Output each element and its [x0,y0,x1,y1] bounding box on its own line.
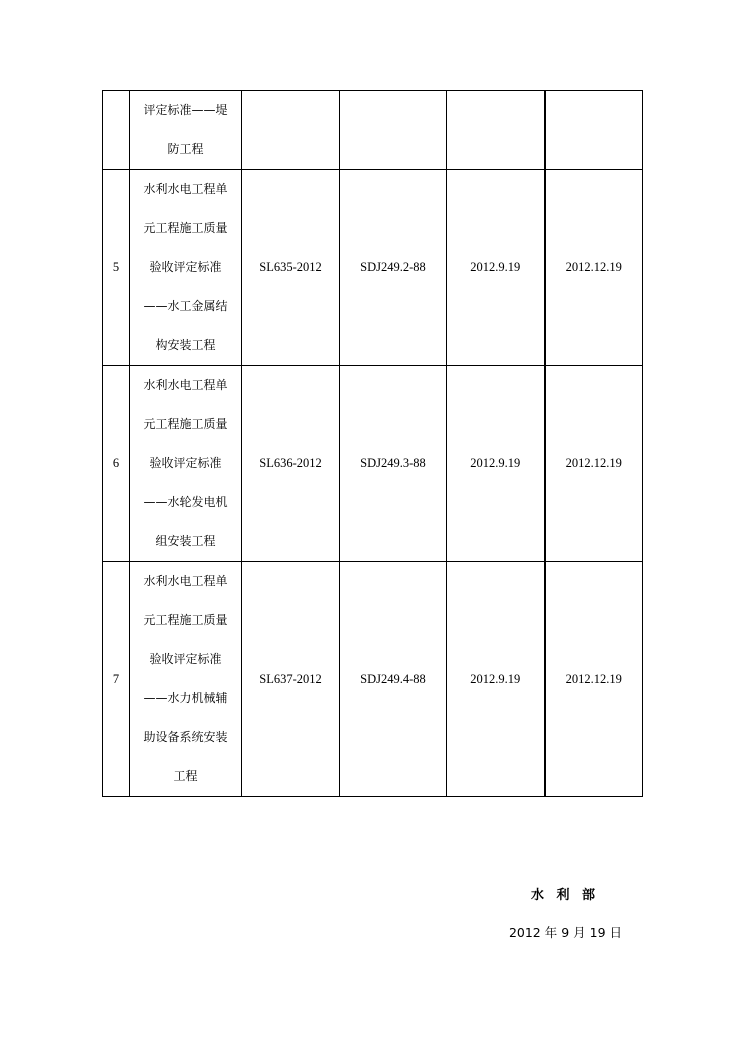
issuer-signature: 水 利 部 [530,888,599,903]
replaced-standard: SDJ249.4-88 [340,562,447,797]
standard-name-line: 组安装工程 [155,534,216,548]
row-number: 5 [103,170,130,366]
standard-name [130,91,242,170]
replaced-standard [340,91,447,170]
table-row [103,170,643,366]
standard-name-line: 助设备系统安装 [143,730,228,744]
issue-date [447,91,545,170]
standard-name-line: 评定标准——堤 [143,103,228,117]
table-row [103,366,643,562]
row-number [103,91,130,170]
standard-name-line: 防工程 [167,142,204,156]
standards-table [102,90,643,797]
issue-date-footer: 2012 年 9 月 19 日 [508,925,622,940]
standard-code: SL637-2012 [242,562,340,797]
standard-name-line: ——水轮发电机 [143,495,228,509]
standards-table-body [103,91,643,797]
table-row [103,562,643,797]
standard-name-line: 水利水电工程单 [143,574,228,588]
issue-date: 2012.9.19 [447,562,545,797]
standard-name-line: 元工程施工质量 [143,417,228,431]
effective-date: 2012.12.19 [545,562,643,797]
standard-name-line: 验收评定标准 [149,456,222,470]
replaced-standard: SDJ249.3-88 [340,366,447,562]
effective-date: 2012.12.19 [545,170,643,366]
effective-date: 2012.12.19 [545,366,643,562]
standard-name [130,170,242,366]
issue-date: 2012.9.19 [447,170,545,366]
standard-name-line: 验收评定标准 [149,652,222,666]
standard-code: SL636-2012 [242,366,340,562]
standard-name [130,562,242,797]
standard-name-line: 验收评定标准 [149,260,222,274]
issue-date: 2012.9.19 [447,366,545,562]
row-number: 6 [103,366,130,562]
standard-name-line: 元工程施工质量 [143,613,228,627]
standard-name [130,366,242,562]
standard-name-line: 水利水电工程单 [143,182,228,196]
standard-name-line: 构安装工程 [155,338,216,352]
standard-name-line: 水利水电工程单 [143,378,228,392]
standard-code [242,91,340,170]
effective-date [545,91,643,170]
standard-name-line: ——水工金属结 [143,299,228,313]
standard-name-line: 元工程施工质量 [143,221,228,235]
standard-code: SL635-2012 [242,170,340,366]
standard-name-line: 工程 [173,769,198,783]
row-number: 7 [103,562,130,797]
table-row [103,91,643,170]
standard-name-line: ——水力机械辅 [143,691,228,705]
replaced-standard: SDJ249.2-88 [340,170,447,366]
